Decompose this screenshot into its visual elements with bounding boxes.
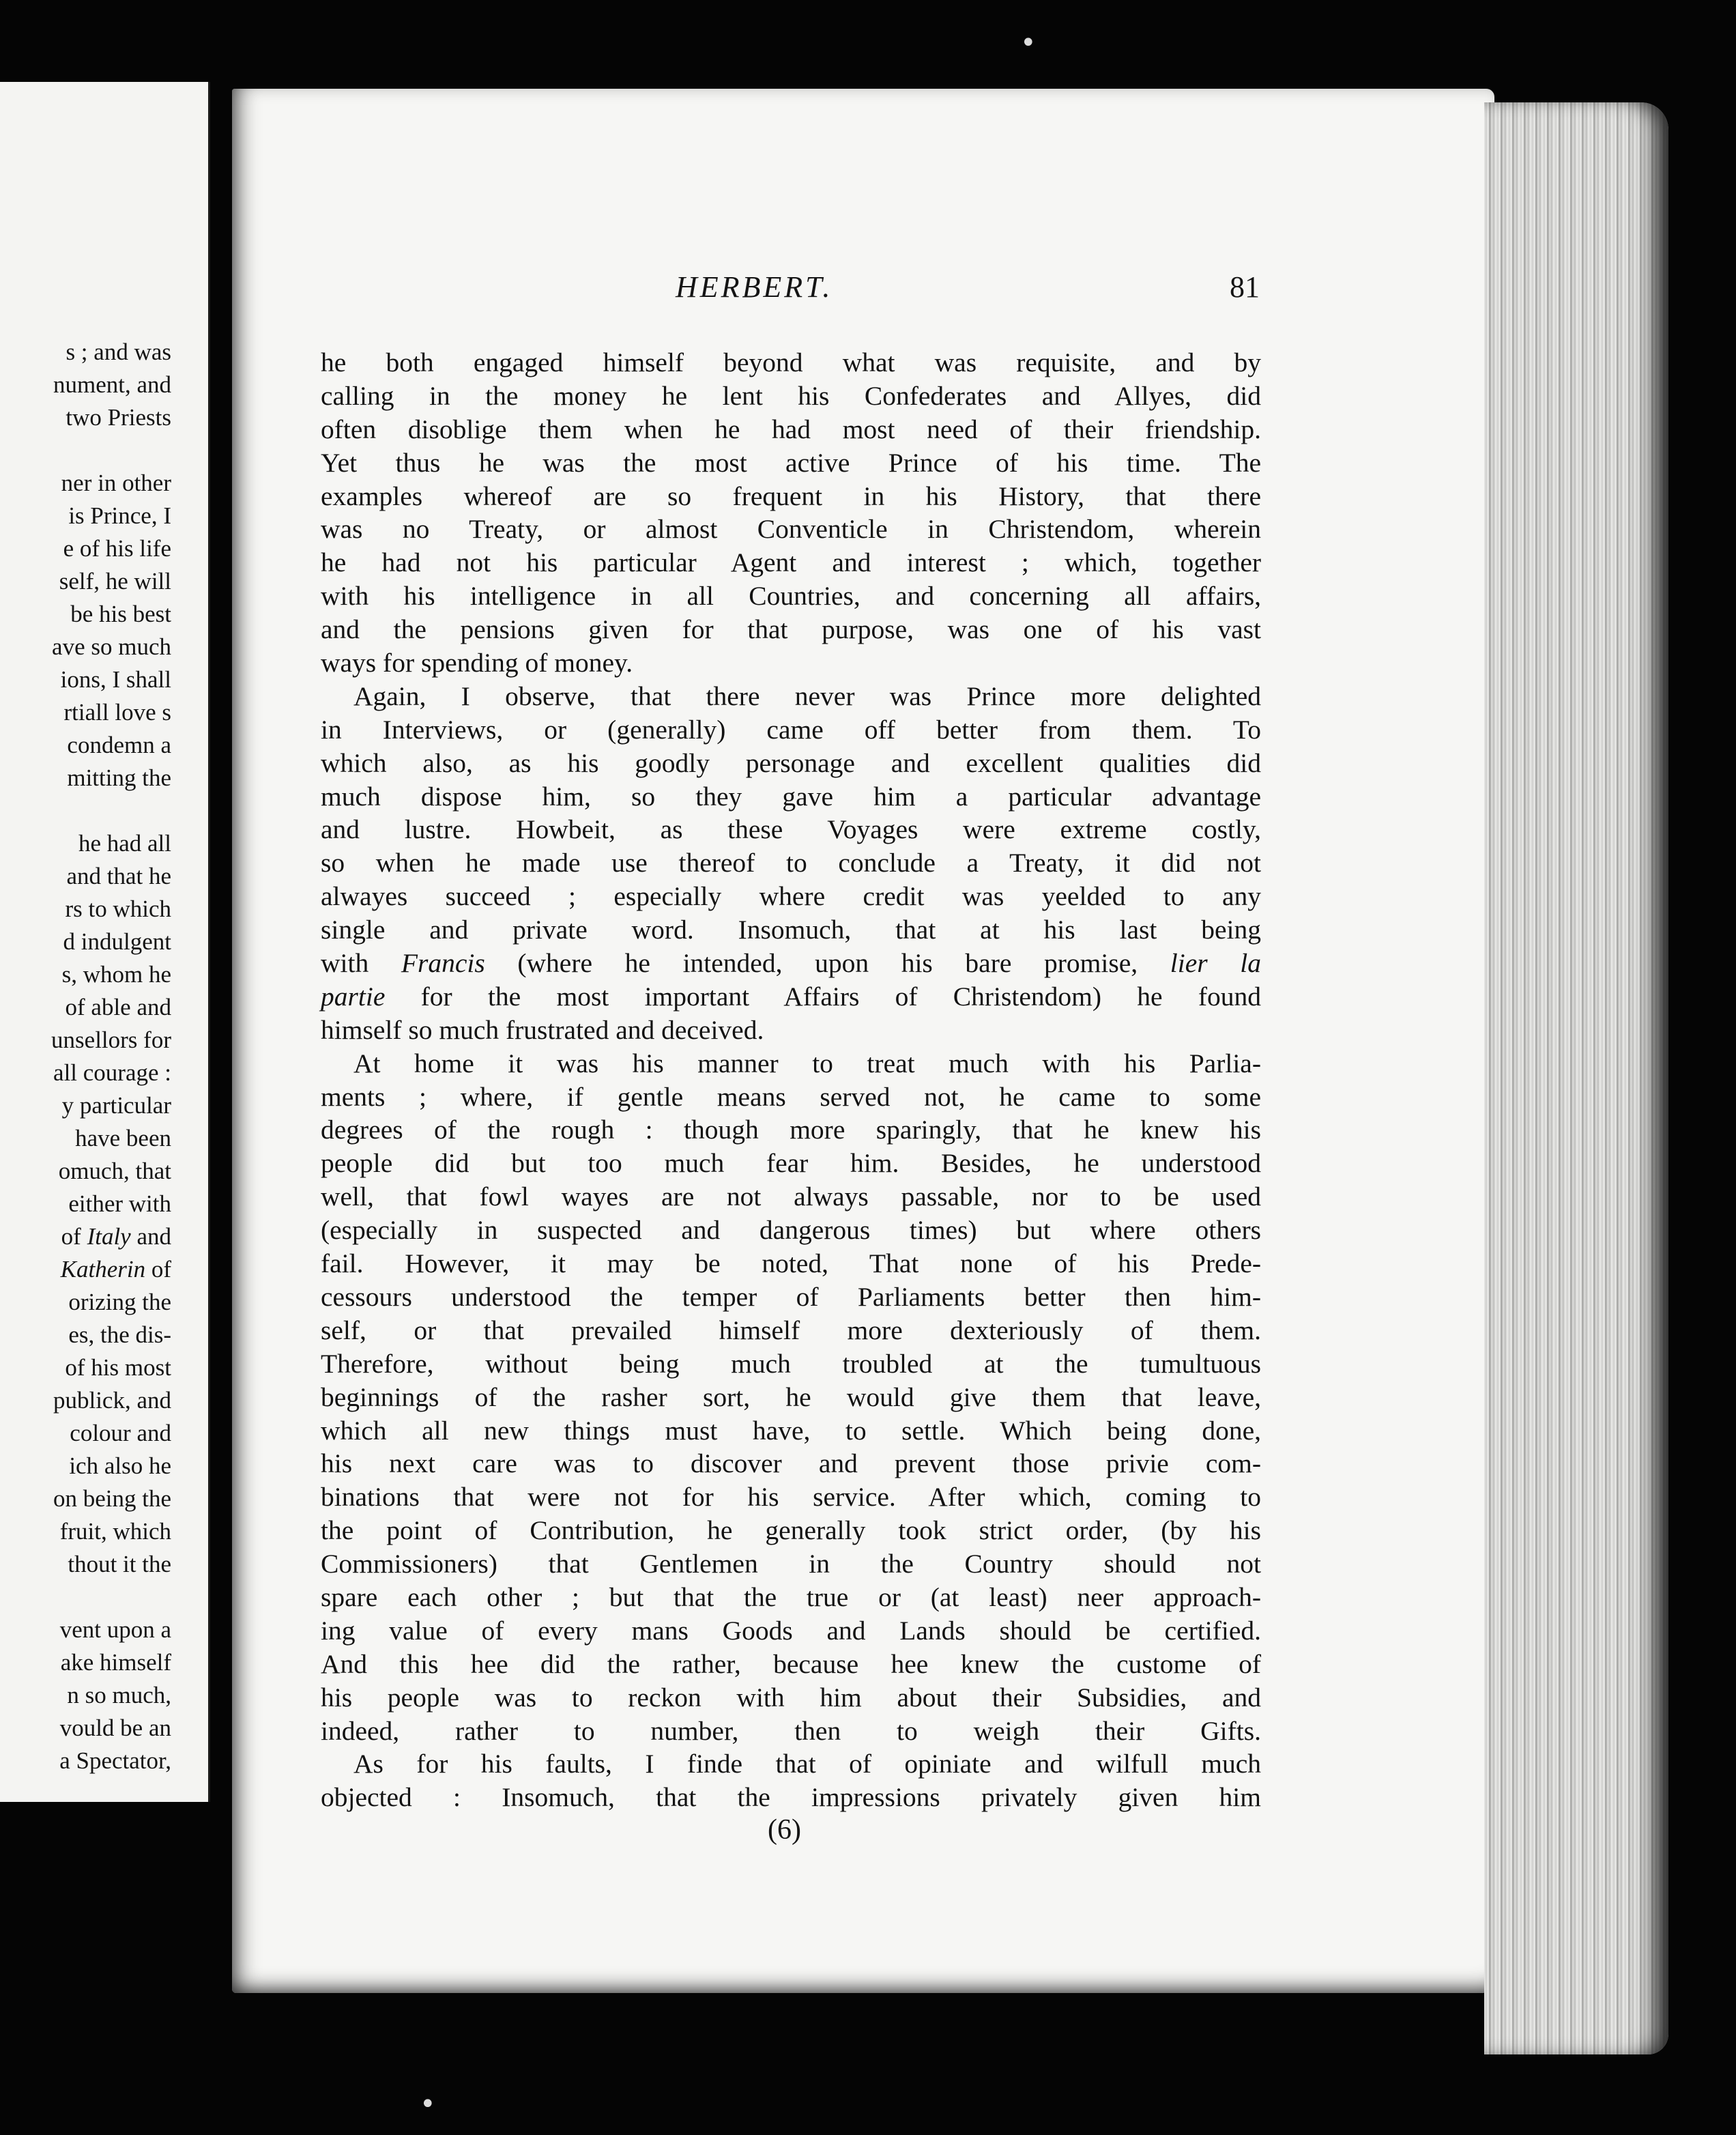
left-page-line: omuch, that [58,1158,171,1184]
left-page-line: all courage : [53,1059,171,1086]
left-page-line: be his best [70,601,171,627]
body-line: his next care was to discover and prevent those privie com- [321,1448,1261,1479]
left-page-line: Katherin of [60,1256,171,1283]
page-number: 81 [1230,270,1260,304]
body-line: Therefore, without being much troubled at the tumultuous [321,1348,1261,1379]
left-page-line: ich also he [69,1452,171,1479]
body-line: self, or that prevailed himself more dexteriously of them. [321,1315,1261,1345]
body-line: alwayes succeed ; especially where credit was yeelded to any [321,881,1261,912]
left-page-line: s, whom he [61,961,171,988]
running-head: HERBERT. [676,270,833,304]
body-line: calling in the money he lent his Confederates and Allyes, did [321,380,1261,411]
body-line: degrees of the rough : though more sparingly, that he knew his [321,1115,1261,1145]
body-line: single and private word. Insomuch, that at his last being [321,915,1261,945]
left-page-line: d indulgent [63,928,171,955]
left-page-line: ner in other [61,470,171,496]
body-line: and lustre. Howbeit, as these Voyages were extreme costly, [321,814,1261,845]
left-page-line: y particular [61,1092,171,1119]
left-page-line: vent upon a [59,1616,171,1643]
left-page-line: publick, and [53,1387,171,1414]
left-page-line: rtiall love s [63,699,171,726]
body-line: and the pensions given for that purpose, was one of his vast [321,614,1261,645]
scan-artifact-top: • [1020,27,1037,59]
body-line: in Interviews, or (generally) came off better from them. To [321,714,1261,745]
left-page-line: unsellors for [51,1027,171,1053]
body-line: examples whereof are so frequent in his History, that there [321,481,1261,511]
page-header [676,270,1262,311]
body-line: with Francis (where he intended, upon his bare promise, lier la [321,948,1262,979]
left-page-line: of his most [65,1354,171,1381]
left-page-line: colour and [70,1420,171,1446]
left-page-line: thout it the [68,1551,171,1577]
body-line: As for his faults, I finde that of opiniate and wilfull much [353,1749,1261,1779]
page-edges [1484,102,1668,2054]
left-page-line [0,434,171,467]
left-page-line: either with [68,1190,171,1217]
body-line: he had not his particular Agent and interest ; which, together [321,547,1261,578]
left-page-line: on being the [53,1485,171,1512]
body-line: partie for the most important Affairs of Christendom) he found [321,981,1261,1012]
left-page-line: n so much, [67,1682,171,1708]
body-line: binations that were not for his service. After which, coming to [321,1482,1261,1513]
body-line: people did but too much fear him. Besides, he understood [321,1148,1261,1179]
left-page-line: vould be an [59,1715,171,1741]
left-page-line: mitting the [67,764,171,791]
left-page-line: a Spectator, [59,1747,171,1774]
body-line: fail. However, it may be noted, That none of his Prede- [321,1248,1261,1279]
left-page-line: he had all [78,830,171,857]
body-line: he both engaged himself beyond what was requisite, and by [321,347,1261,377]
left-page-line: is Prince, I [68,502,171,529]
left-page-line: orizing the [68,1289,171,1315]
body-line: Again, I observe, that there never was Prince more delighted [353,680,1261,711]
body-line: beginnings of the rasher sort, he would give them that leave, [321,1381,1261,1412]
body-line: And this hee did the rather, because hee knew the custome of [321,1648,1261,1679]
body-line: with his intelligence in all Countries, and concerning all affairs, [321,581,1261,612]
body-line: often disoblige them when he had most need of their friendship. [321,414,1261,444]
body-line: cessours understood the temper of Parliaments better then him- [321,1281,1261,1312]
body-line: (especially in suspected and dangerous times) but where others [321,1215,1261,1246]
body-line: himself so much frustrated and deceived. [321,1014,764,1045]
body-line: the point of Contribution, he generally took strict order, (by his [321,1515,1261,1546]
body-line: so when he made use thereof to conclude a Treaty, it did not [321,848,1261,878]
body-line: ing value of every mans Goods and Lands should be certified. [321,1615,1261,1646]
body-line: well, that fowl wayes are not always passable, nor to be used [321,1181,1261,1212]
signature-mark: (6) [768,1814,801,1846]
left-facing-page [0,82,210,1802]
body-line: Commissioners) that Gentlemen in the Country should not [321,1549,1261,1579]
body-line: At home it was his manner to treat much with his Parlia- [353,1048,1261,1078]
left-page-line: self, he will [59,568,171,594]
body-line: objected : Insomuch, that the impressions privately given him [321,1782,1261,1813]
left-page-line [0,794,171,827]
left-page-line: e of his life [63,535,171,562]
left-page-line: have been [75,1125,171,1151]
body-line: spare each other ; but that the true or (at least) neer approach- [321,1581,1261,1612]
left-page-line: fruit, which [59,1518,171,1545]
body-line: ments ; where, if gentle means served not, he came to some [321,1081,1261,1112]
left-page-line: two Priests [66,404,171,431]
body-line: Yet thus he was the most active Prince of his time. The [321,447,1261,478]
body-line: was no Treaty, or almost Conventicle in Christendom, wherein [321,514,1261,545]
body-line: ways for spending of money. [321,648,633,678]
left-page-line: rs to which [65,895,171,922]
left-page-line: of able and [65,994,171,1020]
left-page-line: condemn a [67,732,171,758]
left-page-line: ake himself [60,1649,171,1676]
body-line: his people was to reckon with him about their Subsidies, and [321,1682,1261,1713]
left-page-line: s ; and was [66,339,171,365]
body-line: which all new things must have, to settle. Which being done, [321,1415,1261,1446]
left-page-line: of Italy and [61,1223,171,1250]
left-page-line: ions, I shall [60,666,171,693]
scan-artifact-bottom: • [420,2089,436,2120]
left-page-text [0,336,171,1777]
left-page-line [0,1581,171,1614]
body-line: which also, as his goodly personage and excellent qualities did [321,747,1261,778]
left-page-line: nument, and [53,371,171,398]
left-page-line: ave so much [52,633,171,660]
body-line: indeed, rather to number, then to weigh their Gifts. [321,1715,1261,1746]
body-text [321,346,1261,1814]
left-page-line: es, the dis- [68,1321,171,1348]
body-line: much dispose him, so they gave him a particular advantage [321,781,1261,812]
left-page-line: and that he [66,863,171,889]
